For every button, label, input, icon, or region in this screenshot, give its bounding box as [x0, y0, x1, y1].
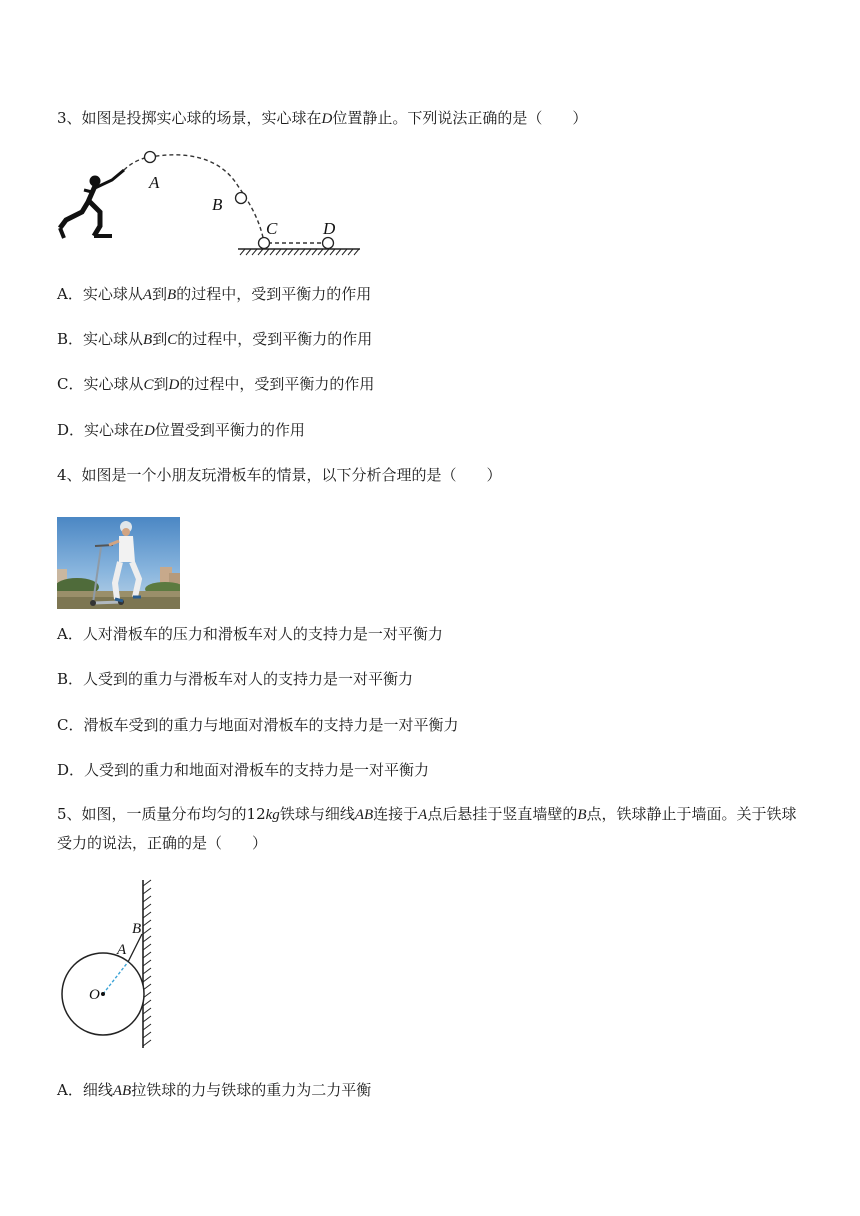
ground-hatching: [240, 249, 359, 255]
label-o: O: [89, 987, 100, 1003]
label-b: B: [212, 195, 223, 214]
q4-option-a: A．人对滑板车的压力和滑板车对人的支持力是一对平衡力: [57, 625, 443, 643]
athlete-figure: [60, 170, 124, 238]
q3-option-b: B．实心球从B到C的过程中，受到平衡力的作用: [57, 330, 373, 348]
q5-option-a: A．细线AB拉铁球的力与铁球的重力为二力平衡: [57, 1081, 372, 1099]
label-a: A: [117, 942, 127, 958]
q3-option-d: D．实心球在D位置受到平衡力的作用: [57, 421, 305, 439]
label-b: B: [132, 921, 142, 937]
q3-option-a: A．实心球从A到B的过程中，受到平衡力的作用: [57, 285, 372, 303]
q4-photo-scooter: [57, 517, 180, 609]
q4-option-b: B．人受到的重力与滑板车对人的支持力是一对平衡力: [57, 670, 414, 688]
label-d: D: [323, 219, 336, 238]
wall-hatching: [143, 880, 151, 1046]
label-a: A: [149, 173, 160, 192]
q5-stem: 5、如图，一质量分布均匀的12kg铁球与细线AB连接于A点后悬挂于竖直墙壁的B点，铁球静止于墙面。关于铁球受力的说法，正确的是（ ）: [57, 805, 797, 852]
ball-a: [145, 152, 156, 163]
q4-option-c: C．滑板车受到的重力与地面对滑板车的支持力是一对平衡力: [57, 716, 459, 734]
label-c: C: [266, 219, 278, 238]
ball-d: [323, 238, 334, 249]
q3-figure-shot-put: [52, 140, 367, 262]
string-ab: [128, 934, 142, 962]
q3-option-c: C．实心球从C到D的过程中，受到平衡力的作用: [57, 375, 375, 393]
ball-b: [236, 193, 247, 204]
q4-option-d: D．人受到的重力和地面对滑板车的支持力是一对平衡力: [57, 761, 430, 779]
center-point: [101, 992, 105, 996]
q3-stem: 3、如图是投掷实心球的场景，实心球在D位置静止。下列说法正确的是（ ）: [57, 109, 588, 127]
q5-figure-iron-ball: [55, 878, 165, 1052]
q4-stem: 4、如图是一个小朋友玩滑板车的情景，以下分析合理的是（ ）: [57, 466, 502, 484]
ball-c: [259, 238, 270, 249]
